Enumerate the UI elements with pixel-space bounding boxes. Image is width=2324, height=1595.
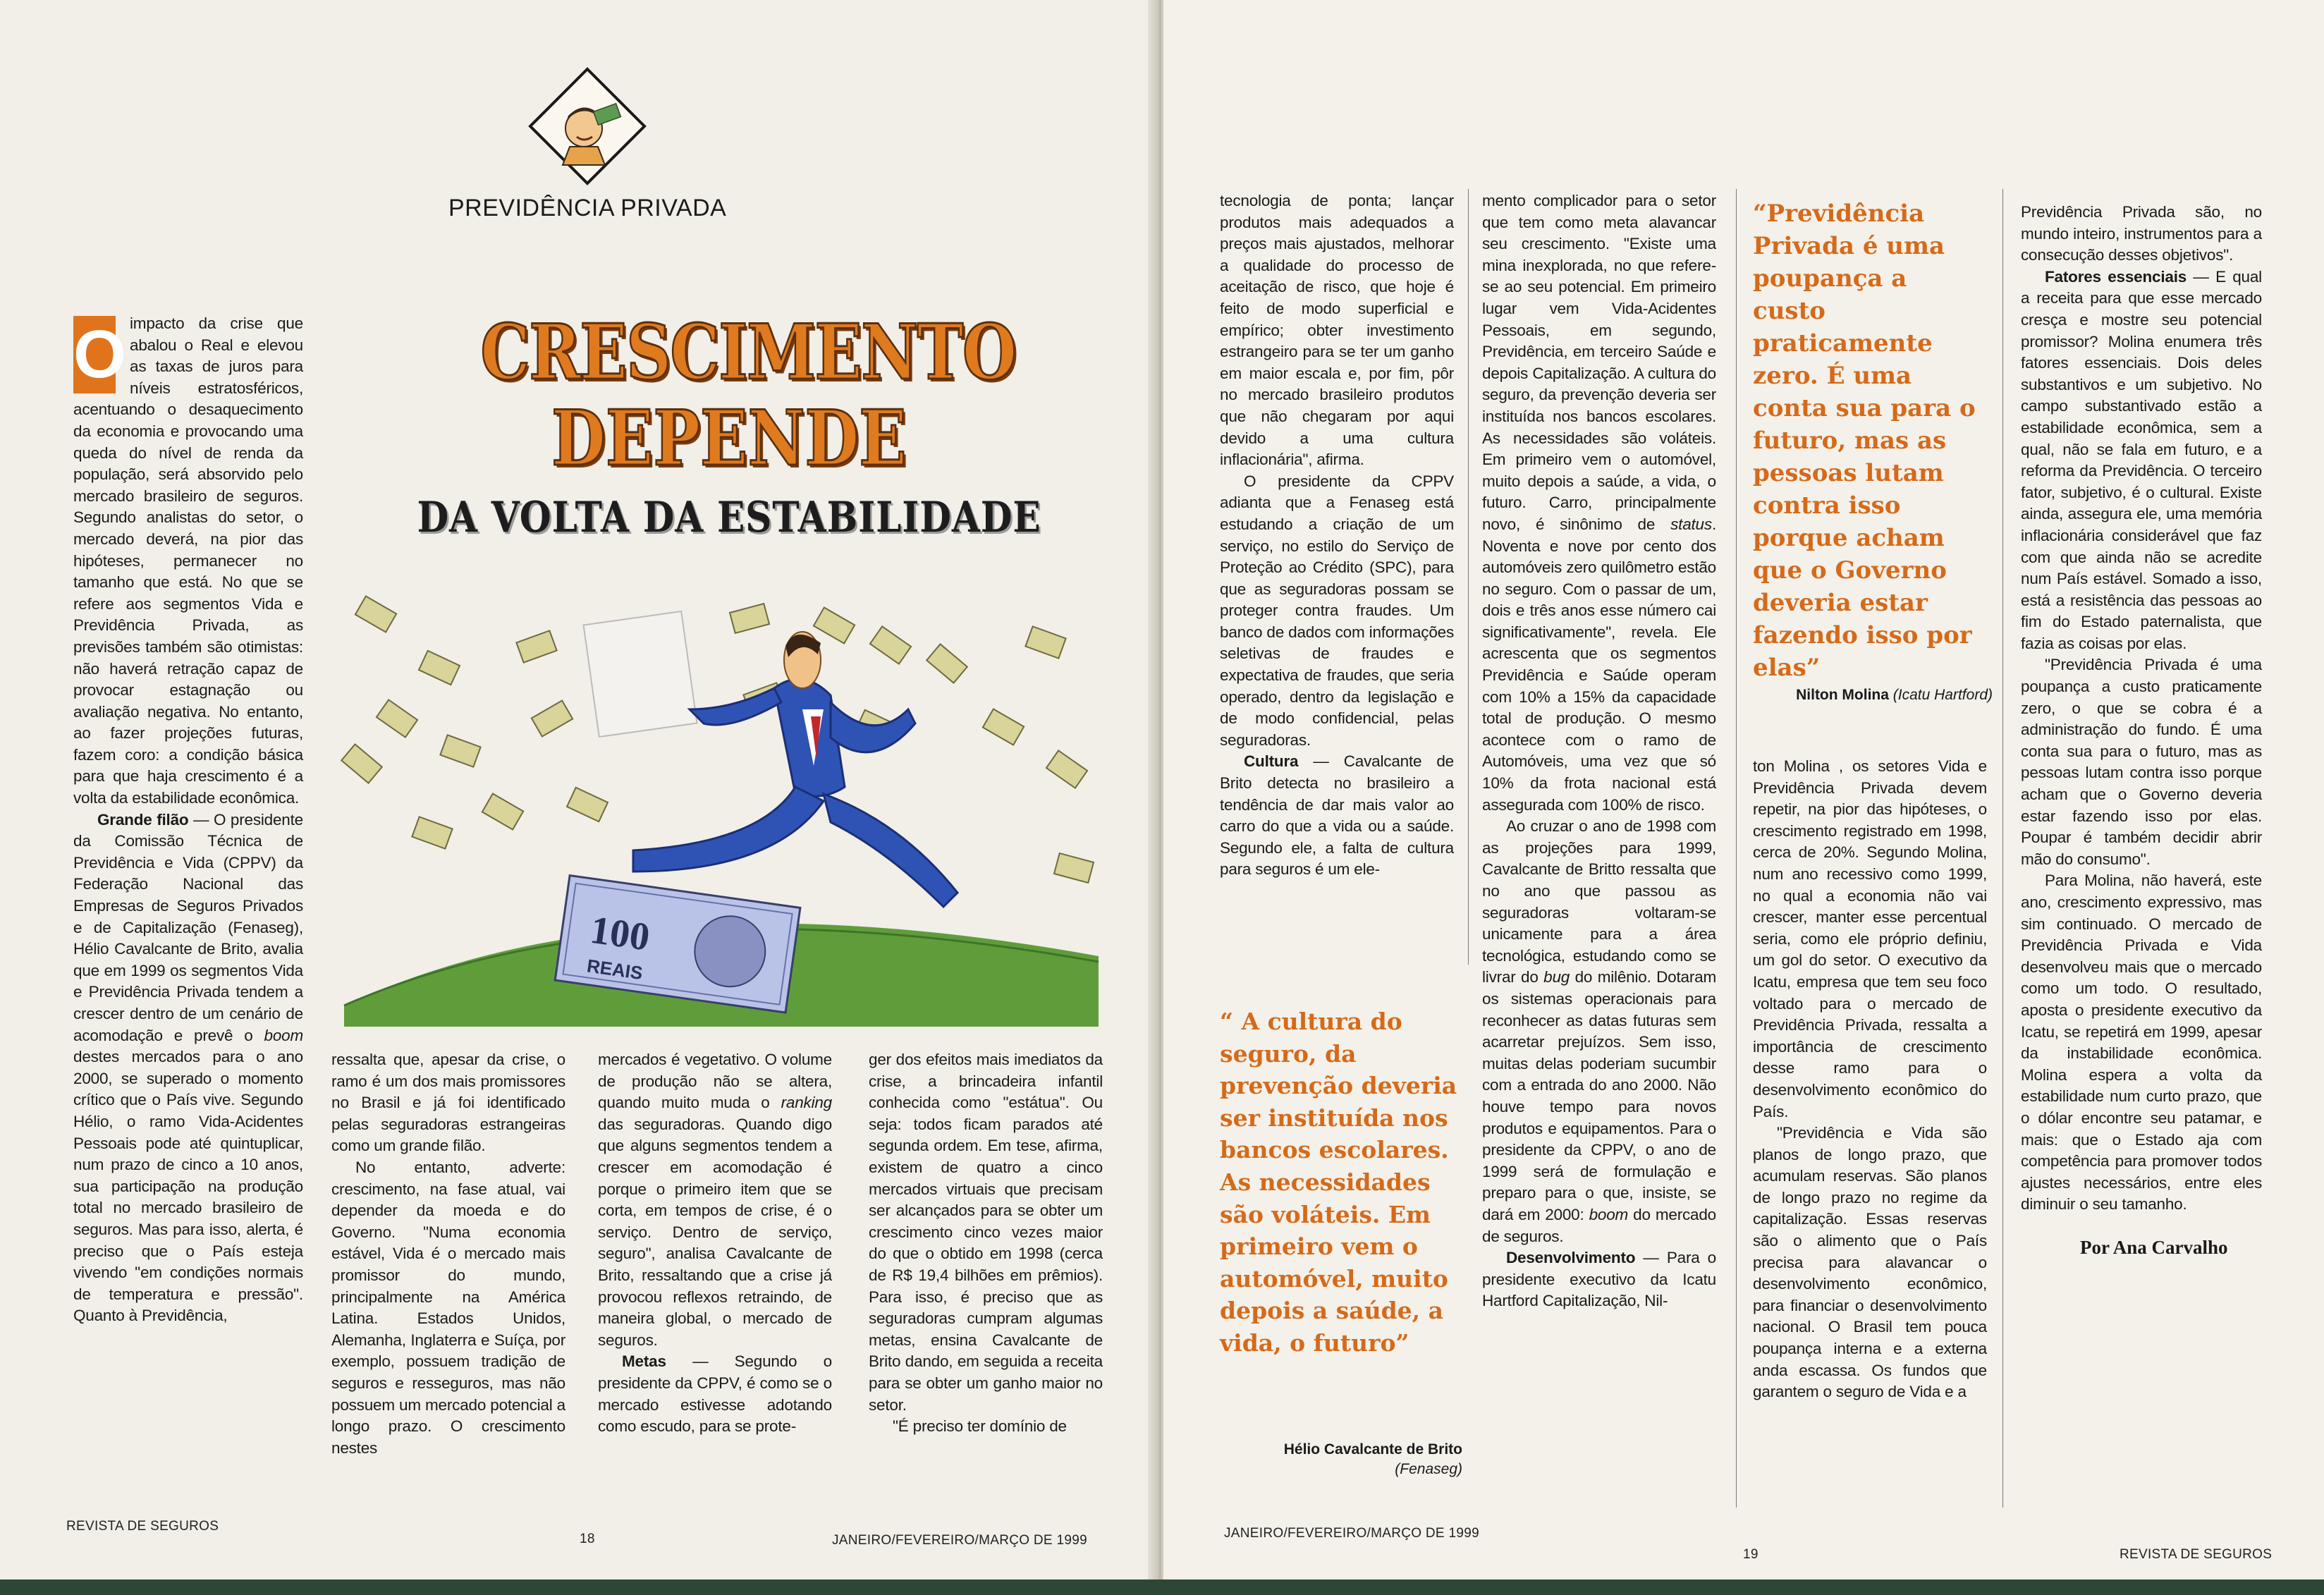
- col1-subhead-grande-filao: Grande filão: [97, 810, 189, 829]
- column-8: [2021, 202, 2262, 1216]
- col5-paragraph-3: Cultura — Cavalcante de Brito detecta no brasileiro a tendência de dar mais valor ao carro do que a vida ou a saúde. Segundo ele, a falta de cultura para seguros é um ele-: [1220, 752, 1454, 879]
- drop-cap: O: [73, 317, 126, 392]
- left-page: [0, 0, 1156, 1595]
- pull-quote-brito: “ A cultura do seguro, da prevenção deveria ser instituída nos bancos escolares. As necessidades são voláteis. Em primeiro vem o automóvel, muito depois a saúde, a vida, o futuro”: [1220, 1008, 1457, 1357]
- col2-paragraph-2: No entanto, adverte: crescimento, na fase atual, vai depender da moeda e do Governo. "Numa economia estável, Vida é o mercado mais promissor do mundo, principalmente na América Latina. Estados Unidos, Alemanha, Inglaterra e Suíça, por exemplo, possuem tradição de seguros e resseguros, mas não possuem um mercado potencial a longo prazo. O crescimento nestes: [331, 1158, 565, 1457]
- banknote-value: 100: [587, 908, 653, 960]
- col2-paragraph-1: ressalta que, apesar da crise, o ramo é um dos mais promissores no Brasil e já foi identificado pelas seguradoras estrangeiras como um grande filão.: [331, 1051, 565, 1155]
- pull-quote-molina: “Previdência Privada é uma poupança a custo praticamente zero. É uma conta sua para o futuro, mas as pessoas lutam contra isso porque acham que o Governo deveria estar fazendo isso por elas”: [1753, 200, 1976, 682]
- col1-lead: [73, 313, 303, 809]
- col8-paragraph-1: Previdência Privada são, no mundo inteiro, instrumentos para a consecução desses objetivos".: [2021, 203, 2262, 264]
- col6-paragraph-2: Ao cruzar o ano de 1998 com as projeções para 1999, Cavalcante de Britto ressalta que no ano que passou as seguradoras voltaram-se unicamente para a área tecnológica, estudando como se livrar do bug do milênio. Dotaram os sistemas operacionais para reconhecer as datas futuras sem acarretar prejuízos. Sem isso, muitas delas poderiam sucumbir com a entrada do ano 2000. Não houve tempo para novos produtos e equipamentos. Para o presidente da CPPV, o ano de 1999 será de formulação e preparo para o que, insiste, se dará em 2000: boom do mercado de seguros.: [1482, 817, 1716, 1245]
- section-label: PREVIDÊNCIA PRIVADA: [448, 195, 727, 221]
- pull-quote-molina-credit: Nilton Molina (Icatu Hartford): [1796, 687, 1993, 703]
- column-rule: [1736, 189, 1737, 1508]
- column-3: [598, 1049, 832, 1438]
- column-rule: [2002, 189, 2003, 1508]
- column-5: [1220, 190, 1454, 881]
- col3-paragraph-2: Metas — Segundo o presidente da CPPV, é como se o mercado estivesse adotando como escudo, para se prote-: [598, 1352, 832, 1436]
- col8-paragraph-4: Para Molina, não haverá, este ano, crescimento expressivo, mas sim continuado. O mercado de Previdência Privada e Vida desenvolveu mais que o mercado como um todo. O resultado, aposta o presidente executivo da Icatu, se repetirá em 1999, apesar da instabilidade econômica. Molina espera a volta da estabilidade num curto prazo, que o dólar encontre seu patamar, e mais: que o Estado aja com competência para promover todos ajustes necessários, entre eles diminuir o seu tamanho.: [2021, 872, 2262, 1214]
- right-page: [1163, 0, 2324, 1595]
- col7-paragraph-2: "Previdência e Vida são planos de longo prazo, que acumulam reservas. São planos de longo prazo no regime da capitalização. Essas reservas são o alimento que o País precisa para alavancar o desenvolvimento econômico, para financiar o desenvolvimento nacional. O Brasil tem pouca poupança interna e a externa anda escassa. Os fundos que garantem o seguro de Vida e a: [1753, 1124, 1987, 1401]
- column-rule: [1468, 189, 1469, 965]
- column-1: [73, 313, 303, 1327]
- footer-left-date: JANEIRO/FEVEREIRO/MARÇO DE 1999: [832, 1533, 1087, 1548]
- col8-subhead-fatores: Fatores essenciais: [2045, 267, 2187, 286]
- col1-lead-text: impacto da crise que abalou o Real e elevou as taxas de juros para níveis estratosféricos, acentuando o desaquecimento da economia e provocando uma queda do nível de renda da população, será absorvido pelo mercado brasileiro de seguros. Segundo analistas do setor, o mercado deverá, na pior das hipóteses, permanecer no tamanho que está. No que se refere aos segmentos Vida e Previdência Privada, as previsões também são otimistas: não haverá retração capaz de provocar estagnação ou avaliação negativa. No entanto, ao fazer projeções futuras, fazem coro: a condição básica para que haja crescimento é a volta da estabilidade econômica.: [73, 314, 303, 807]
- col6-paragraph-3: Desenvolvimento — Para o presidente executivo da Icatu Hartford Capitalização, Nil-: [1482, 1249, 1716, 1310]
- column-6: [1482, 190, 1716, 1312]
- banknote-currency: REAIS: [585, 955, 644, 984]
- col6-subhead-desenvolvimento: Desenvolvimento: [1506, 1249, 1636, 1267]
- footer-right-page-number: 19: [1743, 1547, 1759, 1562]
- headline-line-1: CRESCIMENTO: [480, 308, 1016, 397]
- headline-line-3: DA VOLTA DA ESTABILIDADE: [417, 493, 1041, 542]
- col6-paragraph-1: mento complicador para o setor que tem como meta alavancar seu crescimento. "Existe uma mina inexplorada, no que refere-se ao seu potencial. Em primeiro lugar vem Vida-Acidentes Pessoais, em segundo, Previdência, em terceiro Saúde e depois Capitalização. A cultura do seguro, da prevenção deveria ser instituída nos bancos escolares. As necessidades são voláteis. Em primeiro vem o automóvel, muito depois a saúde, a vida, o futuro. Carro, principalmente novo, é sinônimo de status. Noventa e nove por cento dos automóveis zero quilômetro estão no seguro. Com o passar de um, dois e três anos esse número cai significativamente", revela. Ele acrescenta que os segmentos Previdência e Saúde operam com 10% a 15% da capacidade total de produção. O mesmo acontece com o ramo de Automóveis, uma vez que só 10% da frota nacional está assegurada com 100% de risco.: [1482, 192, 1716, 814]
- col7-paragraph-1: ton Molina , os setores Vida e Previdência Privada devem repetir, na pior das hipóteses, o crescimento registrado em 1998, cerca de 20%. Segundo Molina, num ano recessivo como 1999, no qual a economia não vai crescer, manter esse percentual seria, como ele próprio definiu, um gol do setor. O executivo da Icatu, empresa que tem seu foco voltado para o mercado de Previdência Privada, ressalta a importância de crescimento desse ramo para o desenvolvimento econômico do País.: [1753, 757, 1987, 1120]
- pull-quote-brito-credit: Hélio Cavalcante de Brito (Fenaseg): [1283, 1441, 1462, 1477]
- col5-paragraph-1: tecnologia de ponta; lançar produtos mais adequados a preços mais ajustados, melhorar a qualidade do processo de aceitação de risco, que hoje é feito de modo superficial e empírico; obter investimento estrangeiro para se ter um ganho em maior escala e, por fim, pôr no mercado brasileiro produtos que não chegaram por aqui devido a uma cultura inflacionária", afirma.: [1220, 192, 1454, 469]
- column-7: [1753, 756, 1987, 1403]
- col4-paragraph-1: ger dos efeitos mais imediatos da crise, a brincadeira infantil conhecida como "estátua". Ou seja: todos ficam parados até segunda ordem. Em tese, afirma, existem de quatro a cinco mercados virtuais que precisam ser alcançados para se obter um crescimento cinco vezes maior do que o obtido em 1998 (cerca de R$ 19,4 bilhões em prêmios). Para isso, é preciso que as seguradoras cumpram algumas metas, ensina Cavalcante de Brito dando, em seguida a receita para se obter um ganho maior no setor.: [869, 1051, 1103, 1414]
- scan-edge: [0, 1579, 2324, 1595]
- footer-left-magazine: REVISTA DE SEGUROS: [66, 1519, 219, 1534]
- col3-subhead-metas: Metas: [622, 1352, 666, 1371]
- footer-right-date: JANEIRO/FEVEREIRO/MARÇO DE 1999: [1224, 1526, 1479, 1541]
- footer-right-magazine: REVISTA DE SEGUROS: [2120, 1547, 2273, 1562]
- col5-subhead-cultura: Cultura: [1244, 752, 1299, 771]
- footer-left-page-number: 18: [580, 1532, 595, 1546]
- col3-paragraph-1: mercados é vegetativo. O volume de produção não se altera, quando muito muda o ranking das seguradoras. Quando digo que alguns segmentos tendem a crescer em acomodação é porque o primeiro item que se corta, em tempos de crise, é o serviço. Dentro de serviço, seguro", analisa Cavalcante de Brito, ressaltando que a crise já provocou reflexos retraindo, de maneira global, o mercado de seguros.: [598, 1051, 832, 1349]
- author-byline: Por Ana Carvalho: [2080, 1237, 2228, 1258]
- running-businessman-illustration: [337, 589, 1106, 1027]
- col8-paragraph-2: Fatores essenciais — E qual a receita para que esse mercado cresça e mostre seu potencial promissor? Molina enumera três fatores essenciais. Dois deles substantivos e um subjetivo. No campo substantivado estão a estabilidade econômica, sem a qual, não se fala em futuro, e a reforma da Previdência. O terceiro fator, subjetivo, é o cultural. Existe ainda, assegura ele, uma memória inflacionária considerável que faz com que ainda não se acredite num País estável. Somado a isso, está a resistência das pessoas ao fim do Estado paternalista, que fazia as coisas por elas.: [2021, 267, 2262, 652]
- col8-paragraph-3: "Previdência Privada é uma poupança a custo praticamente zero, o que se cobra é a administração do fundo. É uma conta sua para o futuro, mas as pessoas lutam contra isso porque acham que o Governo deveria estar fazendo isso por elas. Poupar é também decidir abrir mão do consumo".: [2021, 656, 2262, 868]
- column-2: [331, 1049, 565, 1459]
- col5-paragraph-2: O presidente da CPPV adianta que a Fenaseg está estudando a criação de um serviço, no estilo do Serviço de Proteção ao Crédito (SPC), para que as seguradoras possam se proteger contra fraudes. Um banco de dados com informações seletivas de fraudes e expectativa de fraudes, que seria operado, dentro da legislação e de modo confidencial, pelas seguradoras.: [1220, 472, 1454, 749]
- headline-line-2: DEPENDE: [551, 394, 907, 483]
- col1-paragraph-2: Grande filão — O presidente da Comissão Técnica de Previdência e Vida (CPPV) da Federação Nacional das Empresas de Seguros Privados e de Capitalização (Fenaseg), Hélio Cavalcante de Brito, avalia que em 1999 os segmentos Vida e Previdência Privada tendem a crescer dentro de um cenário de acomodação e prevê o boom destes mercados para o ano 2000, se superado o momento crítico que o País vive. Segundo Hélio, o ramo Vida-Acidentes Pessoais pode até quintuplicar, num prazo de cinco a 10 anos, sua participação na produção total no mercado brasileiro de seguros. Mas para isso, alerta, é preciso que o País esteja vivendo "em condições normais de temperatura e pressão". Quanto à Previdência,: [73, 810, 303, 1325]
- column-4: [869, 1049, 1103, 1438]
- section-emblem-icon: [527, 66, 647, 186]
- col4-paragraph-2: "É preciso ter domínio de: [893, 1417, 1067, 1436]
